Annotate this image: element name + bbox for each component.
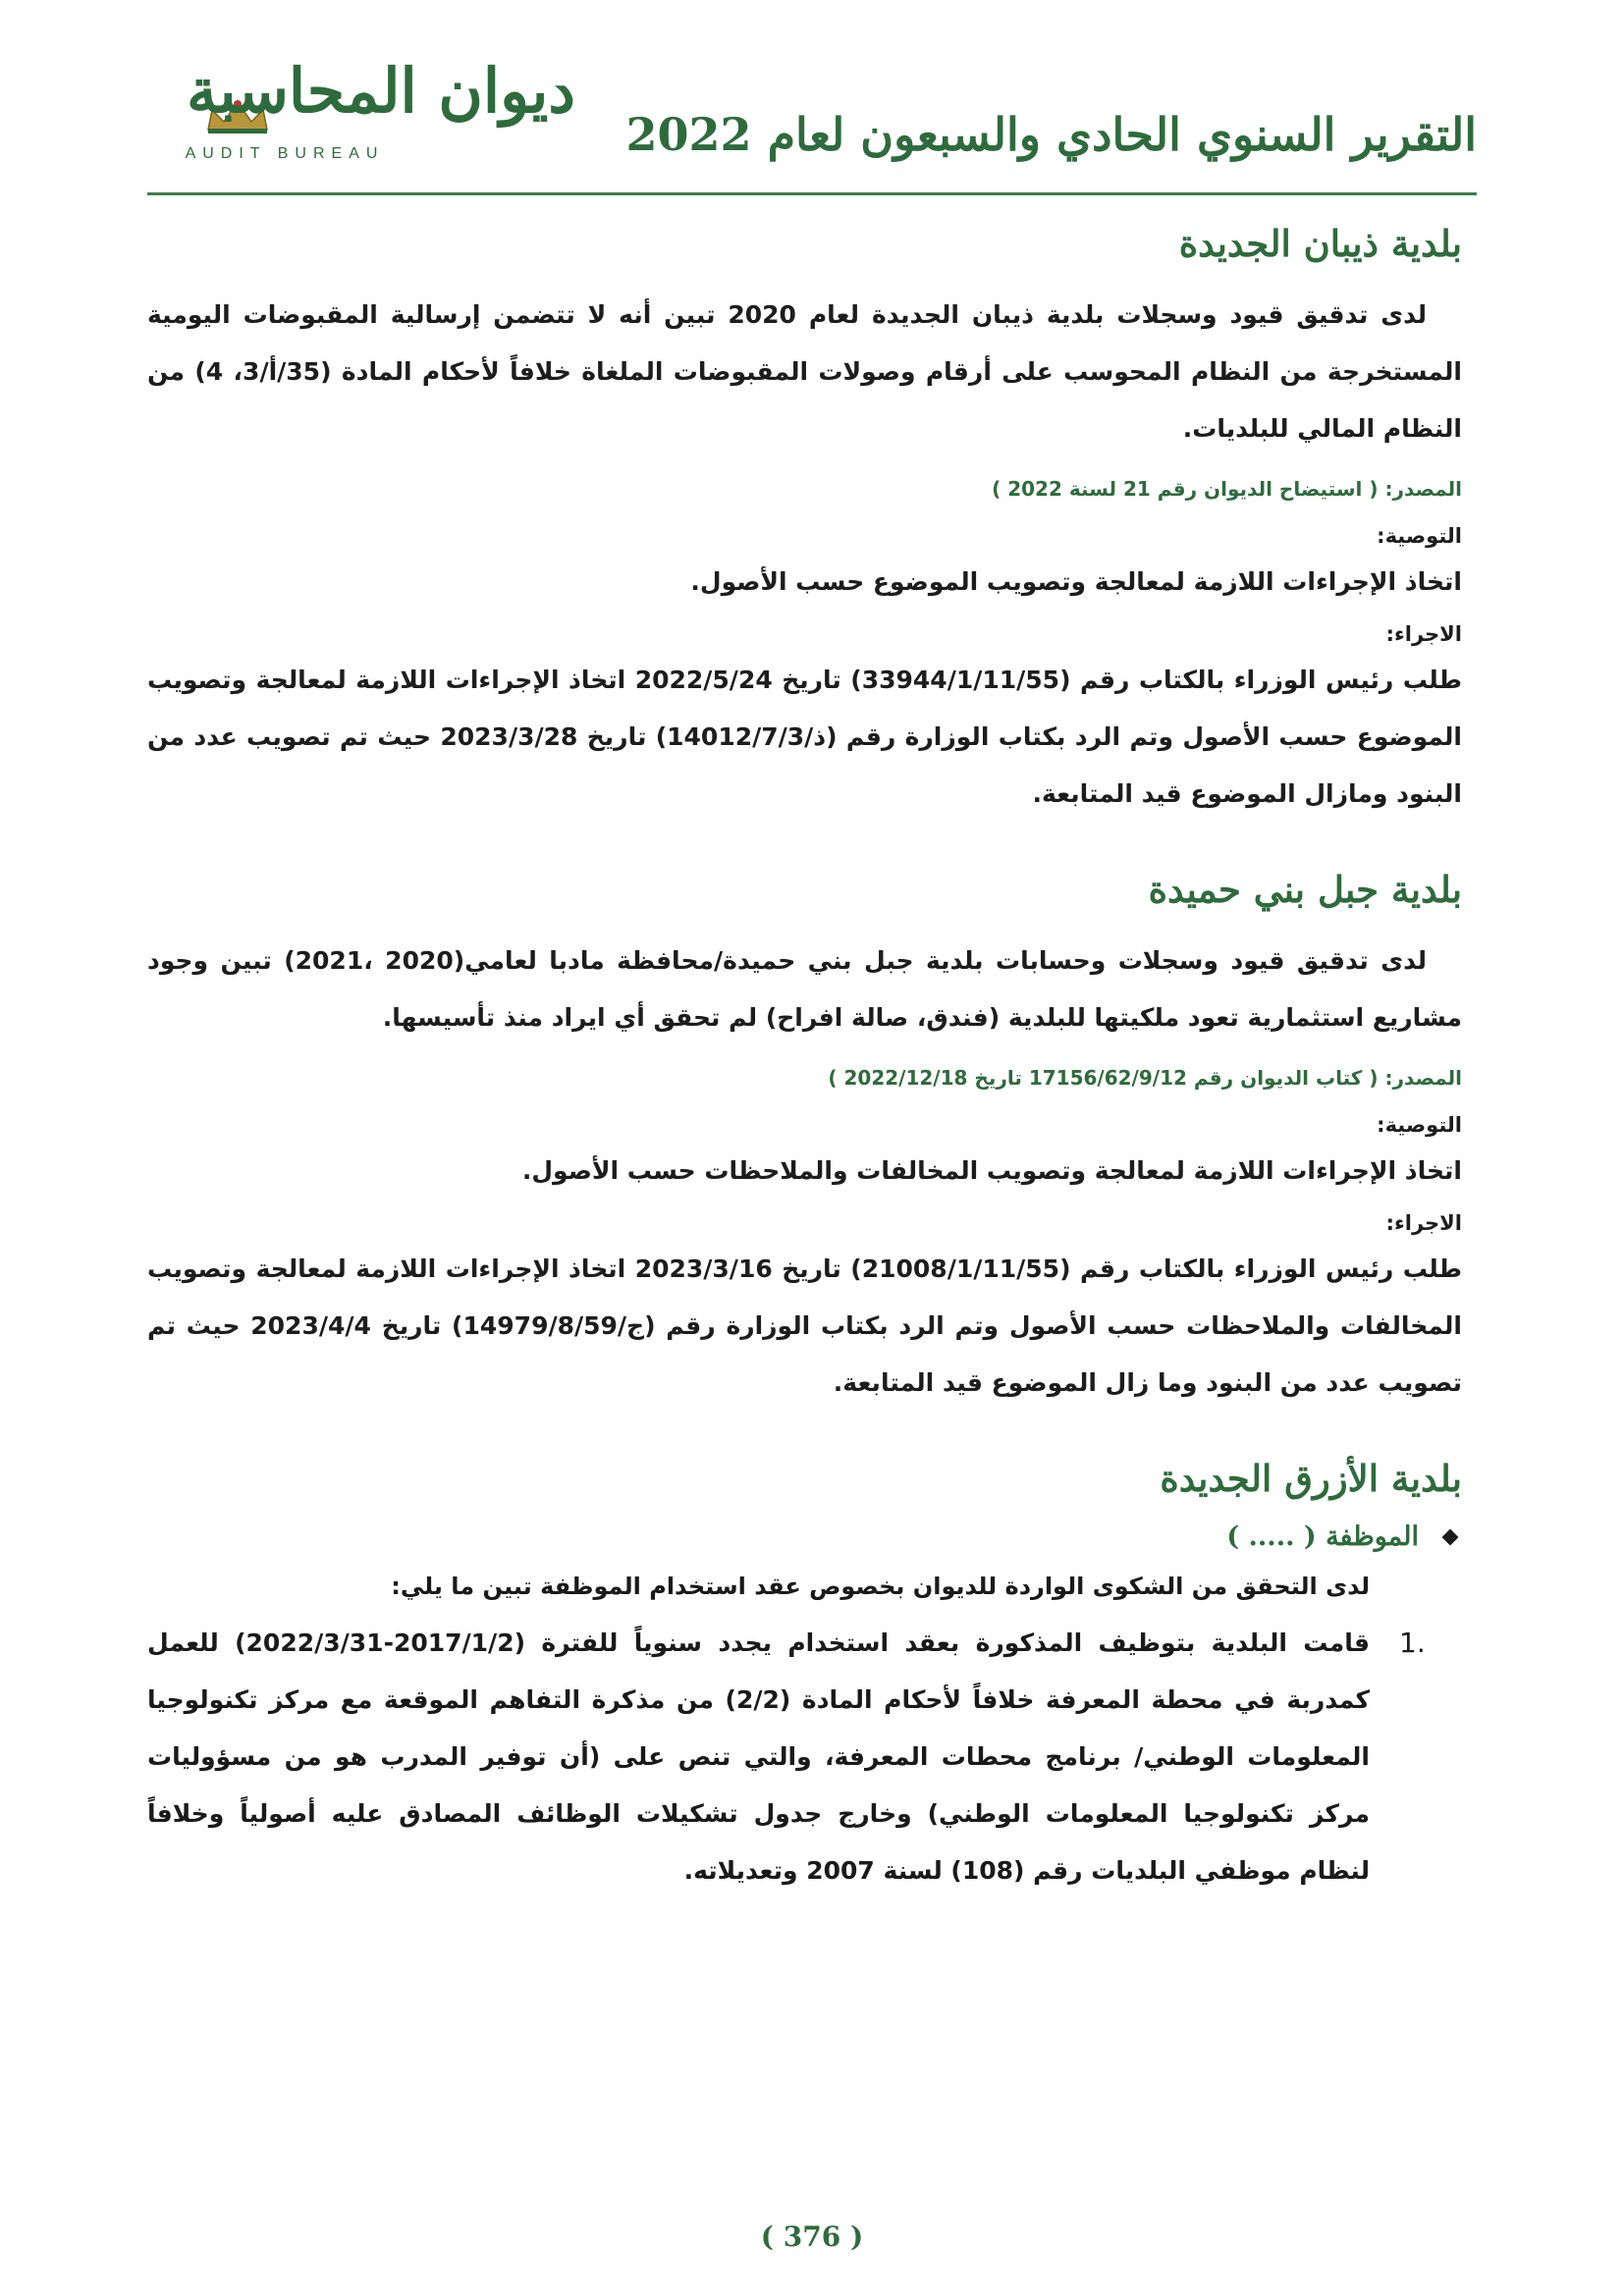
action-label: الاجراء: xyxy=(1385,1211,1462,1235)
list-item xyxy=(147,1615,1462,1899)
section-azraq xyxy=(147,1457,1462,1899)
section-title: بلدية ذيبان الجديدة xyxy=(1178,222,1462,265)
finding-paragraph: لدى تدقيق قيود وسجلات وحسابات بلدية جبل بني حميدة/محافظة مادبا لعامي(2020 ،2021) تبين وجود مشاريع استثمارية تعود ملكيتها للبلدية (فندق، صالة افراح) لم تحقق أي ايراد منذ تأسيسها. xyxy=(147,946,1462,1032)
section-dhiban xyxy=(147,222,1462,823)
page-number: ( 376 ) xyxy=(760,2220,864,2253)
intro-text: لدى التحقق من الشكوى الواردة للديوان بخصوص عقد استخدام الموظفة تبين ما يلي: xyxy=(391,1573,1370,1600)
recommendation-label: التوصية: xyxy=(1377,524,1462,548)
recommendation-text: اتخاذ الإجراءات اللازمة لمعالجة وتصويب الموضوع حسب الأصول. xyxy=(690,567,1462,596)
finding-paragraph: لدى تدقيق قيود وسجلات بلدية ذيبان الجديدة لعام 2020 تبين أنه لا تتضمن إرسالية المقبوضات اليومية المستخرجة من النظام المحوسب على أرقام وصولات المقبوضات الملغاة خلافاً لأحكام المادة (35/أ/3، 4) من النظام المالي للبلديات. xyxy=(147,300,1463,443)
action-text: طلب رئيس الوزراء بالكتاب رقم (33944/1/11/55) تاريخ 2022/5/24 اتخاذ الإجراءات اللازمة لمعالجة وتصويب الموضوع حسب الأصول وتم الرد بكتاب الوزارة رقم (ذ/14012/7/3) تاريخ 2023/3/28 حيث تم تصويب عدد من البنود ومازال الموضوع قيد المتابعة. xyxy=(147,666,1463,808)
source-reference: المصدر: ( استيضاح الديوان رقم 21 لسنة 2022 ) xyxy=(992,477,1462,501)
section-jabal-bani-hamida xyxy=(147,868,1462,1412)
header-divider xyxy=(147,192,1477,195)
page-content xyxy=(147,222,1462,1899)
action-label: الاجراء: xyxy=(1385,622,1462,646)
report-title: التقرير السنوي الحادي والسبعون لعام 2022 xyxy=(625,108,1477,161)
audit-bureau-logo xyxy=(147,55,576,177)
page-header xyxy=(147,47,1477,194)
employee-bullet xyxy=(147,1522,1462,1552)
list-text: قامت البلدية بتوظيف المذكورة بعقد استخدام يجدد سنوياً للفترة (2017/1/2-2022/3/31) للعمل كمدربة في محطة المعرفة خلافاً لأحكام المادة (2/2) من مذكرة التفاهم الموقعة مع مركز تكنولوجيا المعلومات الوطني/ برنامج محطات المعرفة، والتي تنص على (أن توفير المدرب هو من مسؤوليات مركز تكنولوجيا المعلومات الوطني) وخارج جدول تشكيلات الوظائف المصادق عليه أصولياً وخلافاً لنظام موظفي البلديات رقم (108) لسنة 2007 وتعديلاته. xyxy=(147,1629,1370,1885)
recommendation-text: اتخاذ الإجراءات اللازمة لمعالجة وتصويب المخالفات والملاحظات حسب الأصول. xyxy=(521,1156,1462,1185)
action-text: طلب رئيس الوزراء بالكتاب رقم (21008/1/11/55) تاريخ 2023/3/16 اتخاذ الإجراءات اللازمة لمعالجة وتصويب المخالفات والملاحظات حسب الأصول وتم الرد بكتاب الوزارة رقم (ج/14979/8/59) تاريخ 2023/4/4 حيث تم تصويب عدد من البنود وما زال الموضوع قيد المتابعة. xyxy=(147,1255,1463,1397)
source-reference: المصدر: ( كتاب الديوان رقم 17156/62/9/12 تاريخ 2022/12/18 ) xyxy=(828,1066,1462,1090)
diamond-bullet-icon xyxy=(1442,1528,1459,1545)
section-title: بلدية الأزرق الجديدة xyxy=(1160,1457,1462,1500)
bullet-label: الموظفة ( ..... ) xyxy=(1226,1522,1419,1552)
logo-english-text: AUDIT BUREAU xyxy=(185,145,385,162)
recommendation-label: التوصية: xyxy=(1377,1113,1462,1137)
section-title: بلدية جبل بني حميدة xyxy=(1148,868,1462,911)
list-number: .1 xyxy=(1399,1627,1426,1659)
logo-arabic-text: ديوان المحاسبة xyxy=(187,55,576,127)
